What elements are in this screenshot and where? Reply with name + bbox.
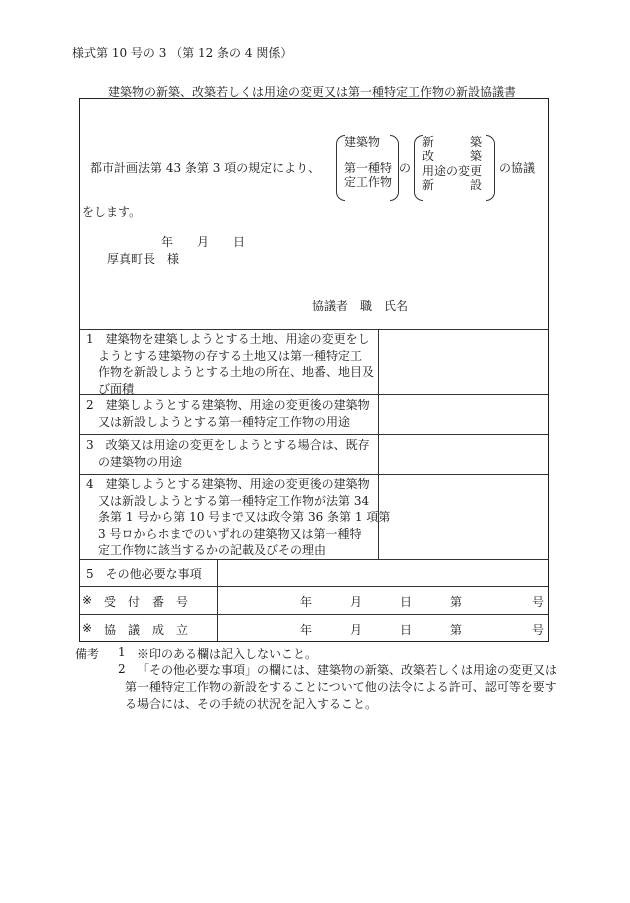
bracket2-line: 新 築 <box>422 135 483 149</box>
bracket1-line: 建築物 <box>344 135 381 149</box>
reception-label: 受 付 番 号 <box>104 595 189 609</box>
note-1-number: 1 <box>118 645 126 659</box>
bracket1-right <box>390 135 399 201</box>
bracket2-line: 用途の変更 <box>422 163 483 178</box>
note-line: 「その他必要な事項」の欄には、建築物の新築、改築若しくは用途の変更又は <box>137 663 558 677</box>
note-1-text: ※印のある欄は記入しないこと。 <box>137 647 318 661</box>
document-title: 建築物の新築、改築若しくは用途の変更又は第一種特定工作物の新設協議書 <box>108 85 517 99</box>
addressee: 厚真町長 様 <box>107 252 180 266</box>
row-2-text <box>86 397 370 430</box>
row-divider <box>80 474 548 475</box>
agreement-go: 号 <box>532 623 545 637</box>
row-divider <box>80 614 548 615</box>
agreement-month: 月 <box>350 623 363 637</box>
row-4-text <box>86 476 390 559</box>
row-3-text <box>86 437 370 470</box>
row-divider <box>80 434 548 435</box>
reception-day: 日 <box>400 595 413 609</box>
row-line: 作物を新設しようとする土地の所在、地番、地目及 <box>98 365 375 379</box>
reception-dai: 第 <box>450 595 463 609</box>
agreement-dai: 第 <box>450 623 463 637</box>
intro-suffix: の協議 <box>499 161 536 175</box>
bracket1-line: 第一種特 <box>344 161 393 175</box>
form-table <box>79 98 549 642</box>
row-line: 又は新設しようとする第一種特定工作物が法第 34 <box>98 493 370 508</box>
bracket2-right <box>486 135 495 201</box>
reception-go: 号 <box>532 595 545 609</box>
applicant-label: 協議者 職 氏名 <box>312 299 409 313</box>
row-line: 1 建築物を建築しようとする土地、用途の変更をし <box>86 332 370 346</box>
row-line: 定工作物に該当するかの記載及びその理由 <box>98 543 327 557</box>
bracket2-text <box>422 135 482 192</box>
row-line: 3 改築又は用途の変更をしようとする場合は、既存 <box>86 438 370 452</box>
bracket2-line: 新 設 <box>422 177 483 192</box>
row-line: 4 建築しようとする建築物、用途の変更後の建築物 <box>86 477 370 491</box>
date-line: 年 月 日 <box>161 235 246 249</box>
row-line: 2 建築しようとする建築物、用途の変更後の建築物 <box>86 398 370 412</box>
reception-mark: ※ <box>82 593 93 607</box>
row-line: 条第 1 号から第 10 号まで又は政令第 36 条第 1 項第 <box>98 510 391 524</box>
row-line: の建築物の用途 <box>98 454 183 469</box>
bracket2-line: 改 築 <box>422 149 483 164</box>
row-divider <box>80 586 548 587</box>
agreement-day: 日 <box>400 623 413 637</box>
bracket1-line: 定工作物 <box>344 175 393 189</box>
note-2-number: 2 <box>118 662 126 676</box>
reception-month: 月 <box>350 595 363 609</box>
intro-prefix: 都市計画法第 43 条第 3 項の規定により、 <box>90 161 321 175</box>
row-line: 3 号ロからホまでのいずれの建築物又は第一種特 <box>98 526 362 541</box>
row-1-text <box>86 331 374 397</box>
row-5-label: 5 その他必要な事項 <box>86 567 202 581</box>
bracket1-text <box>344 135 392 189</box>
form-number: 様式第 10 号の 3 （第 12 条の 4 関係） <box>72 46 293 60</box>
note-2-text <box>125 662 558 713</box>
note-line: る場合には、その手続の状況を記入すること。 <box>125 697 378 711</box>
agreement-label: 協 議 成 立 <box>104 623 189 637</box>
agreement-mark: ※ <box>82 621 93 635</box>
row-line: び面積 <box>98 381 135 396</box>
agreement-year: 年 <box>300 623 313 637</box>
row-divider <box>80 329 548 330</box>
notes-heading: 備考 <box>75 647 100 661</box>
column-divider <box>217 559 218 641</box>
note-line: 第一種特定工作物の新設をすることについて他の法令による許可、認可等を要す <box>125 680 557 694</box>
row-line: 又は新設しようとする第一種特定工作物の用途 <box>98 414 351 429</box>
intro-particle: の <box>399 161 412 175</box>
intro-continuation: をします。 <box>82 205 142 219</box>
reception-year: 年 <box>300 595 313 609</box>
row-line: ようとする建築物の存する土地又は第一種特定工 <box>98 348 363 363</box>
row-divider <box>80 559 548 560</box>
